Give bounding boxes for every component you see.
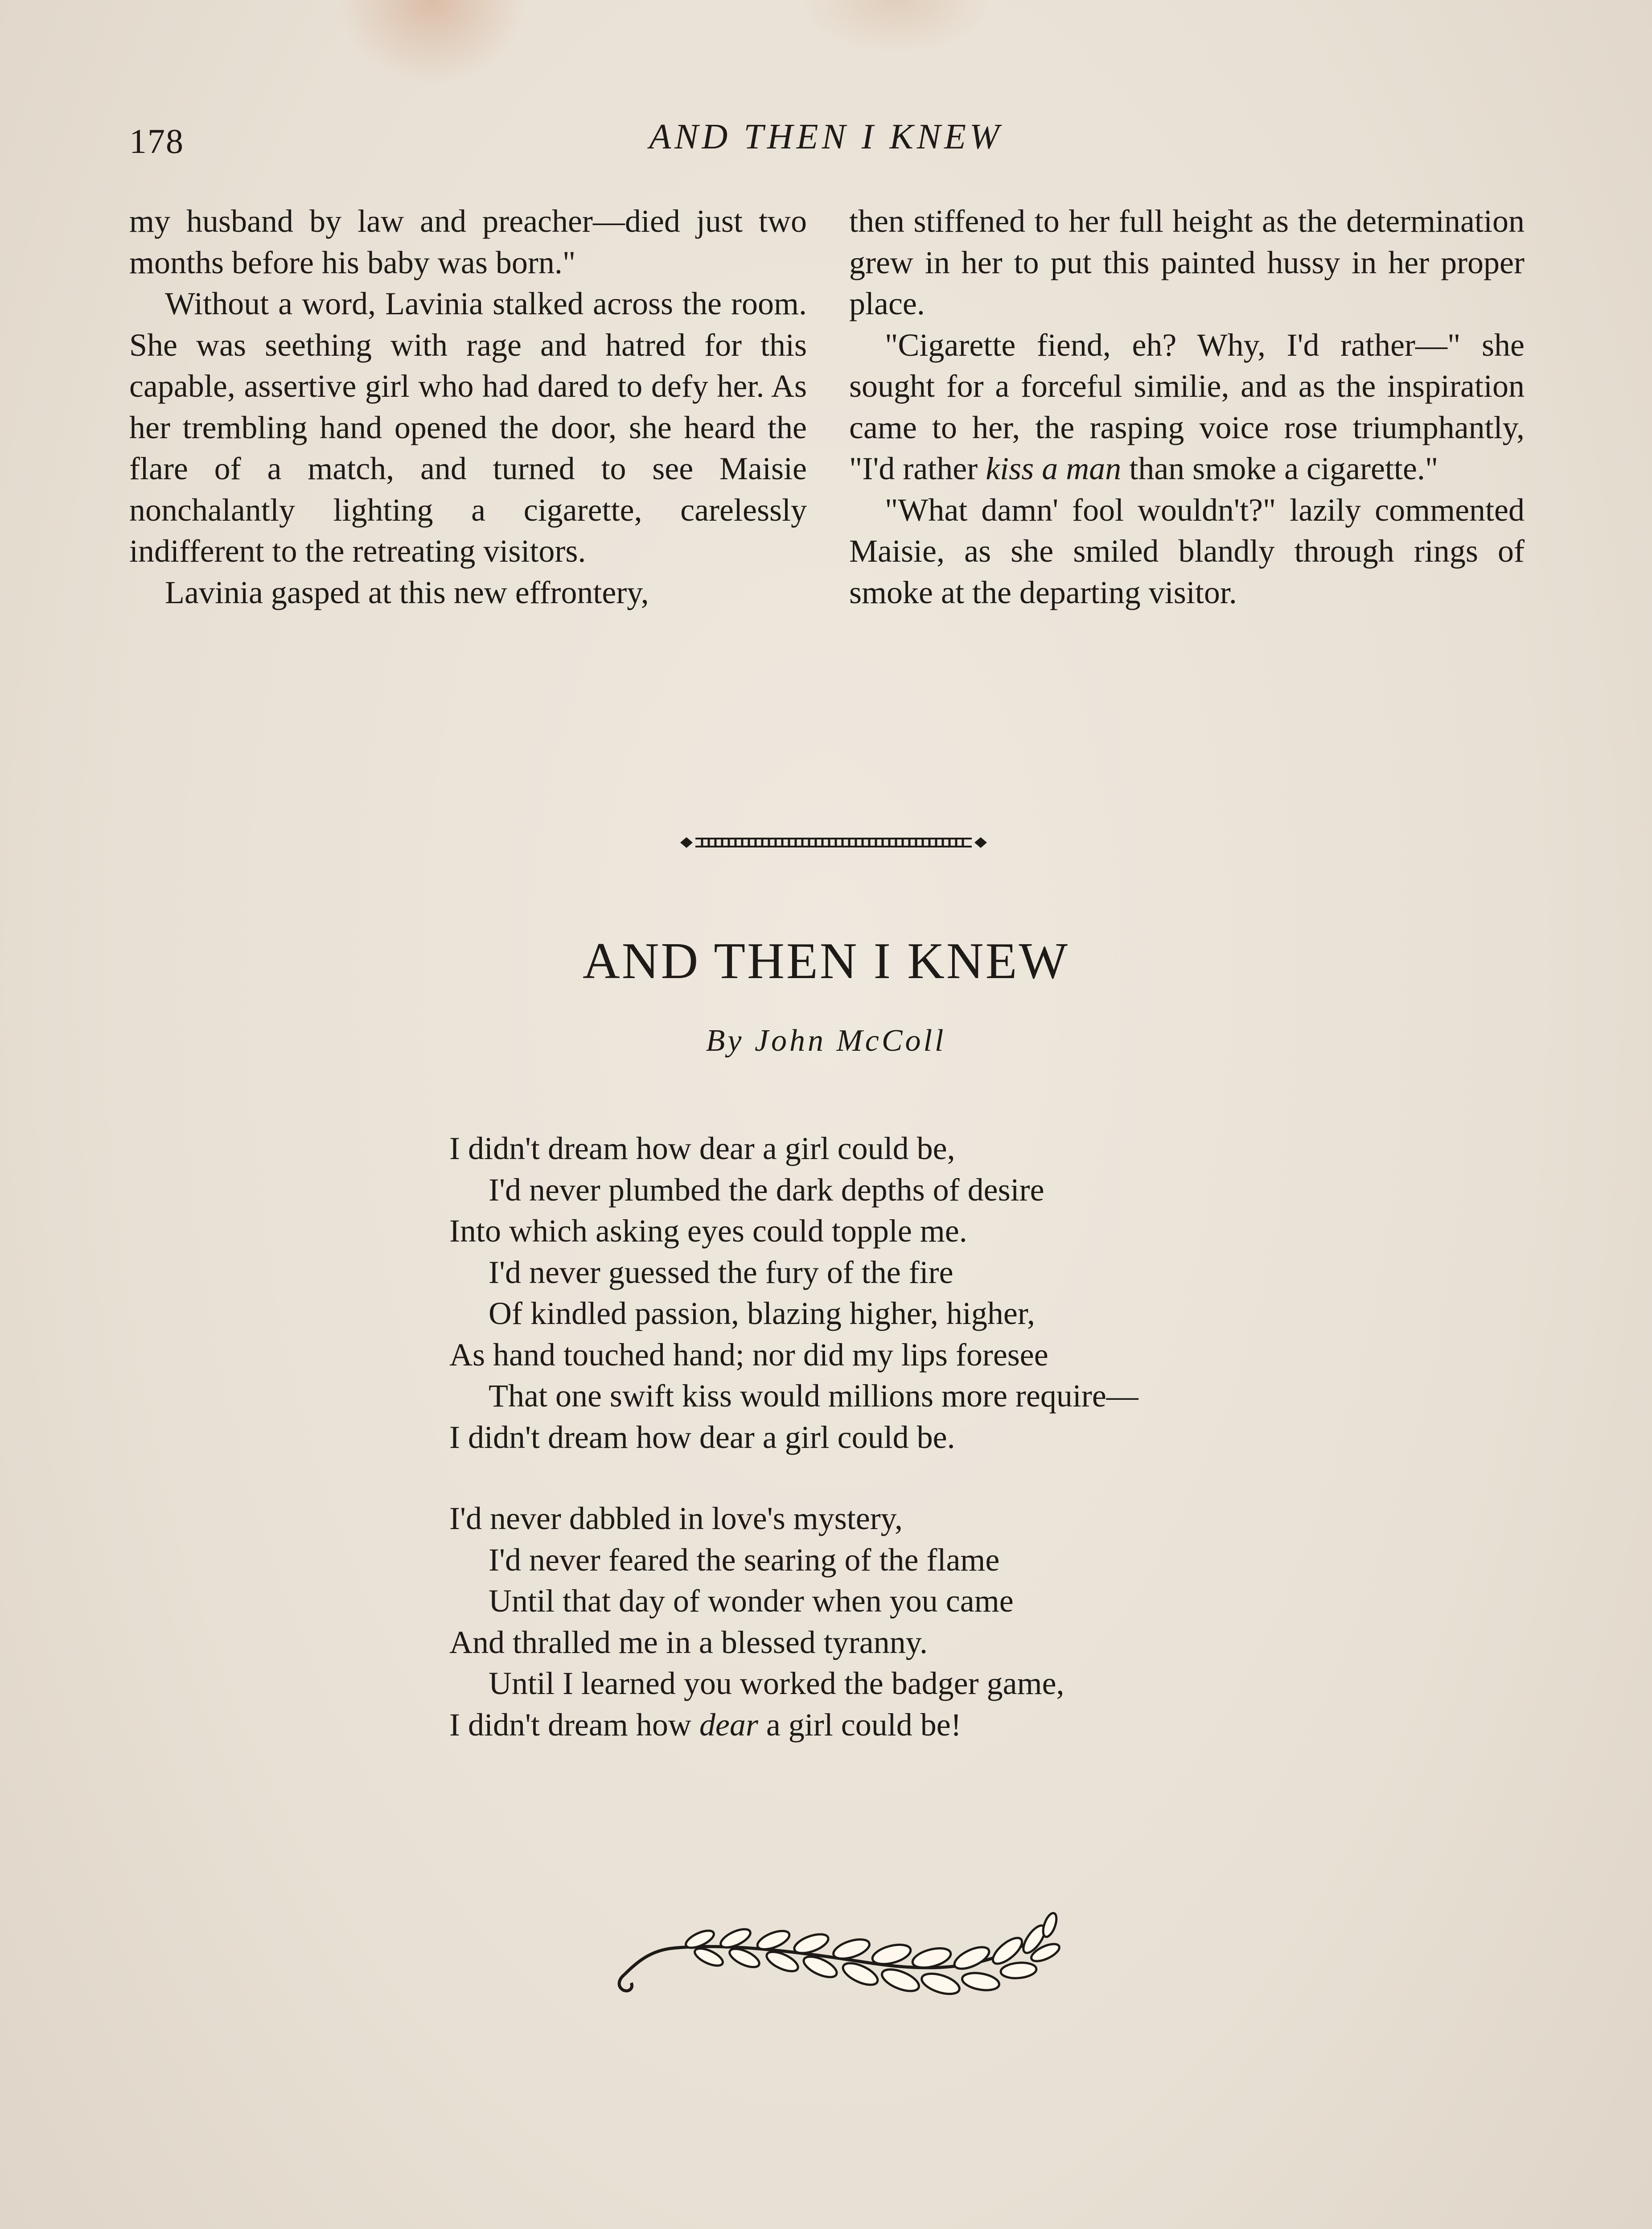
poem-line: I didn't dream how dear a girl could be.: [449, 1419, 955, 1455]
poem-line: [449, 1704, 1064, 1746]
emphasized-text: dear: [699, 1707, 758, 1743]
poem-title: AND THEN I KNEW: [583, 933, 1069, 990]
story-paragraph: my husband by law and preacher—died just two months before his baby was born.": [129, 203, 807, 280]
laurel-branch-icon: [611, 1908, 1074, 2011]
page-stain: [339, 0, 526, 85]
story-paragraph: Without a word, Lavinia stalked across the room. She was seething with rage and hatred for this capable, assertive girl who had dared to defy her. As her trembling hand opened the door, she heard the flare of a match, and turned to see Maisie nonchalantly lighting a cigarette, carelessly indifferent to the retreating visitors.: [129, 286, 807, 569]
poem-line-text: I didn't dream how: [449, 1707, 699, 1743]
story-column-left: [129, 201, 807, 613]
poem-line: I'd never feared the searing of the flame: [489, 1542, 1000, 1578]
poem-stanza: [449, 1498, 1064, 1745]
poem-line-text: a girl could be!: [758, 1707, 962, 1743]
poem-stanza: [449, 1128, 1138, 1458]
poem-line: Until that day of wonder when you came: [489, 1583, 1014, 1619]
story-column-right: [849, 201, 1525, 613]
paragraph-text: than smoke a cigarette.": [1121, 451, 1438, 486]
poem-line: Into which asking eyes could topple me.: [449, 1213, 967, 1249]
poem-line: Of kindled passion, blazing higher, higher,: [489, 1295, 1035, 1331]
poem-line: I didn't dream how dear a girl could be,: [449, 1131, 955, 1166]
poem-line: Until I learned you worked the badger game,: [489, 1666, 1064, 1701]
page-number: 178: [129, 122, 184, 160]
poem-line: That one swift kiss would millions more require—: [489, 1378, 1138, 1414]
poem-byline: By John McColl: [706, 1024, 946, 1058]
page-stain: [802, 0, 990, 53]
story-paragraph: then stiffened to her full height as the determination grew in her to put this painted hussy in her proper place.: [849, 203, 1525, 321]
running-title: AND THEN I KNEW: [649, 117, 1003, 156]
poem-line: And thralled me in a blessed tyranny.: [449, 1624, 928, 1660]
story-paragraph: [849, 325, 1525, 489]
paragraph-text: "Cigarette fiend, eh? Why, I'd rather—" she sought for a forceful similie, and as the inspiration came to her, the rasping voice rose triumphantly, "I'd rather: [849, 327, 1525, 486]
story-paragraph: Lavinia gasped at this new effrontery,: [165, 574, 649, 610]
emphasized-text: kiss a man: [986, 451, 1122, 486]
poem-line: I'd never guessed the fury of the fire: [489, 1254, 953, 1290]
poem-line: As hand touched hand; nor did my lips foresee: [449, 1337, 1048, 1373]
divider-ornament: [678, 831, 990, 854]
poem-line: I'd never dabbled in love's mystery,: [449, 1501, 903, 1536]
poem-line: I'd never plumbed the dark depths of desire: [489, 1172, 1044, 1208]
story-paragraph: "What damn' fool wouldn't?" lazily commented Maisie, as she smiled blandly through rings of smoke at the departing visitor.: [849, 492, 1525, 610]
